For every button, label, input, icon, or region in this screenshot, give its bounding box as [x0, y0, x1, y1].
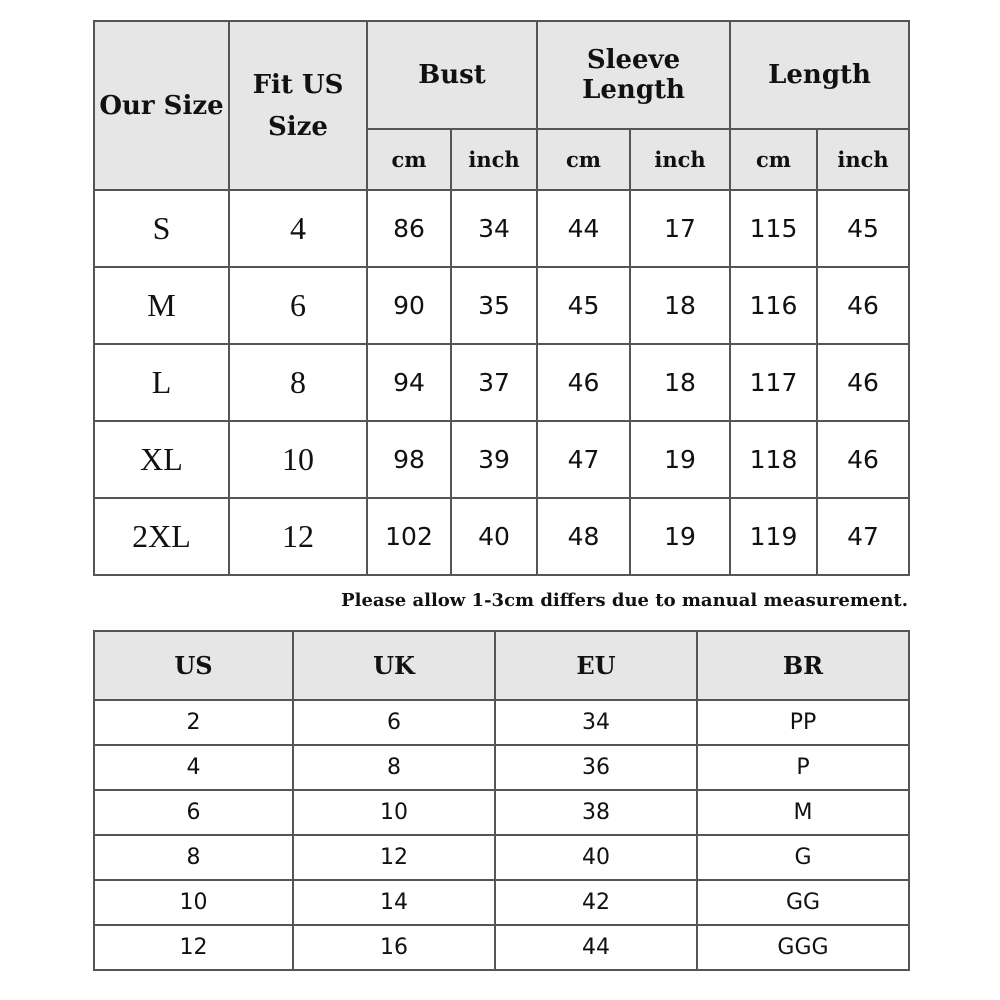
sleeve-cm-cell: 46	[537, 344, 630, 421]
uk-cell: 6	[293, 700, 495, 745]
eu-cell: 38	[495, 790, 697, 835]
sleeve-inch-cell: 18	[630, 267, 730, 344]
header-our-size: Our Size	[94, 21, 229, 190]
fit-us-cell: 6	[229, 267, 367, 344]
bust-inch-cell: 34	[451, 190, 537, 267]
table-row	[94, 267, 909, 344]
header-length-cm: cm	[730, 129, 817, 190]
eu-cell: 44	[495, 925, 697, 970]
us-cell: 4	[94, 745, 293, 790]
eu-cell: 42	[495, 880, 697, 925]
header-eu: EU	[495, 631, 697, 700]
eu-cell: 34	[495, 700, 697, 745]
header-sleeve-cm: cm	[537, 129, 630, 190]
header-bust: Bust	[367, 21, 537, 129]
fit-us-cell: 10	[229, 421, 367, 498]
length-cm-cell: 117	[730, 344, 817, 421]
length-inch-cell: 46	[817, 267, 909, 344]
size-chart-table	[93, 20, 910, 576]
bust-inch-cell: 37	[451, 344, 537, 421]
length-cm-cell: 119	[730, 498, 817, 575]
us-cell: 10	[94, 880, 293, 925]
table-row	[94, 700, 909, 745]
size-cell: 2XL	[94, 498, 229, 575]
uk-cell: 8	[293, 745, 495, 790]
header-us: US	[94, 631, 293, 700]
length-cm-cell: 118	[730, 421, 817, 498]
header-br: BR	[697, 631, 909, 700]
table-row	[94, 835, 909, 880]
length-inch-cell: 47	[817, 498, 909, 575]
uk-cell: 16	[293, 925, 495, 970]
table-row	[94, 745, 909, 790]
table-row	[94, 925, 909, 970]
header-sleeve-length: Sleeve Length	[537, 21, 730, 129]
us-cell: 2	[94, 700, 293, 745]
length-cm-cell: 116	[730, 267, 817, 344]
bust-cm-cell: 94	[367, 344, 451, 421]
length-inch-cell: 46	[817, 421, 909, 498]
size-cell: L	[94, 344, 229, 421]
table-row	[94, 880, 909, 925]
table-row	[94, 790, 909, 835]
table-row	[94, 421, 909, 498]
size-cell: M	[94, 267, 229, 344]
sleeve-cm-cell: 45	[537, 267, 630, 344]
sleeve-inch-cell: 17	[630, 190, 730, 267]
fit-us-cell: 4	[229, 190, 367, 267]
br-cell: P	[697, 745, 909, 790]
table-row	[94, 498, 909, 575]
length-inch-cell: 45	[817, 190, 909, 267]
header-bust-cm: cm	[367, 129, 451, 190]
fit-us-cell: 8	[229, 344, 367, 421]
uk-cell: 10	[293, 790, 495, 835]
bust-cm-cell: 102	[367, 498, 451, 575]
uk-cell: 14	[293, 880, 495, 925]
uk-cell: 12	[293, 835, 495, 880]
measurement-note: Please allow 1-3cm differs due to manual measurement.	[341, 590, 908, 611]
sleeve-cm-cell: 44	[537, 190, 630, 267]
br-cell: PP	[697, 700, 909, 745]
bust-cm-cell: 98	[367, 421, 451, 498]
size-cell: S	[94, 190, 229, 267]
length-cm-cell: 115	[730, 190, 817, 267]
header-length-inch: inch	[817, 129, 909, 190]
br-cell: M	[697, 790, 909, 835]
header-uk: UK	[293, 631, 495, 700]
bust-inch-cell: 40	[451, 498, 537, 575]
header-fit-us-size	[229, 21, 367, 190]
sleeve-inch-cell: 19	[630, 498, 730, 575]
br-cell: G	[697, 835, 909, 880]
br-cell: GG	[697, 880, 909, 925]
size-conversion-table	[93, 630, 910, 971]
fit-us-cell: 12	[229, 498, 367, 575]
sleeve-cm-cell: 47	[537, 421, 630, 498]
header-fit-us-line1: Fit US	[252, 69, 344, 100]
us-cell: 12	[94, 925, 293, 970]
bust-inch-cell: 35	[451, 267, 537, 344]
length-inch-cell: 46	[817, 344, 909, 421]
sleeve-inch-cell: 18	[630, 344, 730, 421]
br-cell: GGG	[697, 925, 909, 970]
eu-cell: 36	[495, 745, 697, 790]
header-sleeve-inch: inch	[630, 129, 730, 190]
size-cell: XL	[94, 421, 229, 498]
header-length: Length	[730, 21, 909, 129]
table-row	[94, 344, 909, 421]
eu-cell: 40	[495, 835, 697, 880]
header-fit-us-line2: Size	[268, 111, 328, 142]
us-cell: 8	[94, 835, 293, 880]
sleeve-cm-cell: 48	[537, 498, 630, 575]
bust-inch-cell: 39	[451, 421, 537, 498]
sleeve-inch-cell: 19	[630, 421, 730, 498]
header-bust-inch: inch	[451, 129, 537, 190]
us-cell: 6	[94, 790, 293, 835]
table-row	[94, 190, 909, 267]
bust-cm-cell: 86	[367, 190, 451, 267]
bust-cm-cell: 90	[367, 267, 451, 344]
